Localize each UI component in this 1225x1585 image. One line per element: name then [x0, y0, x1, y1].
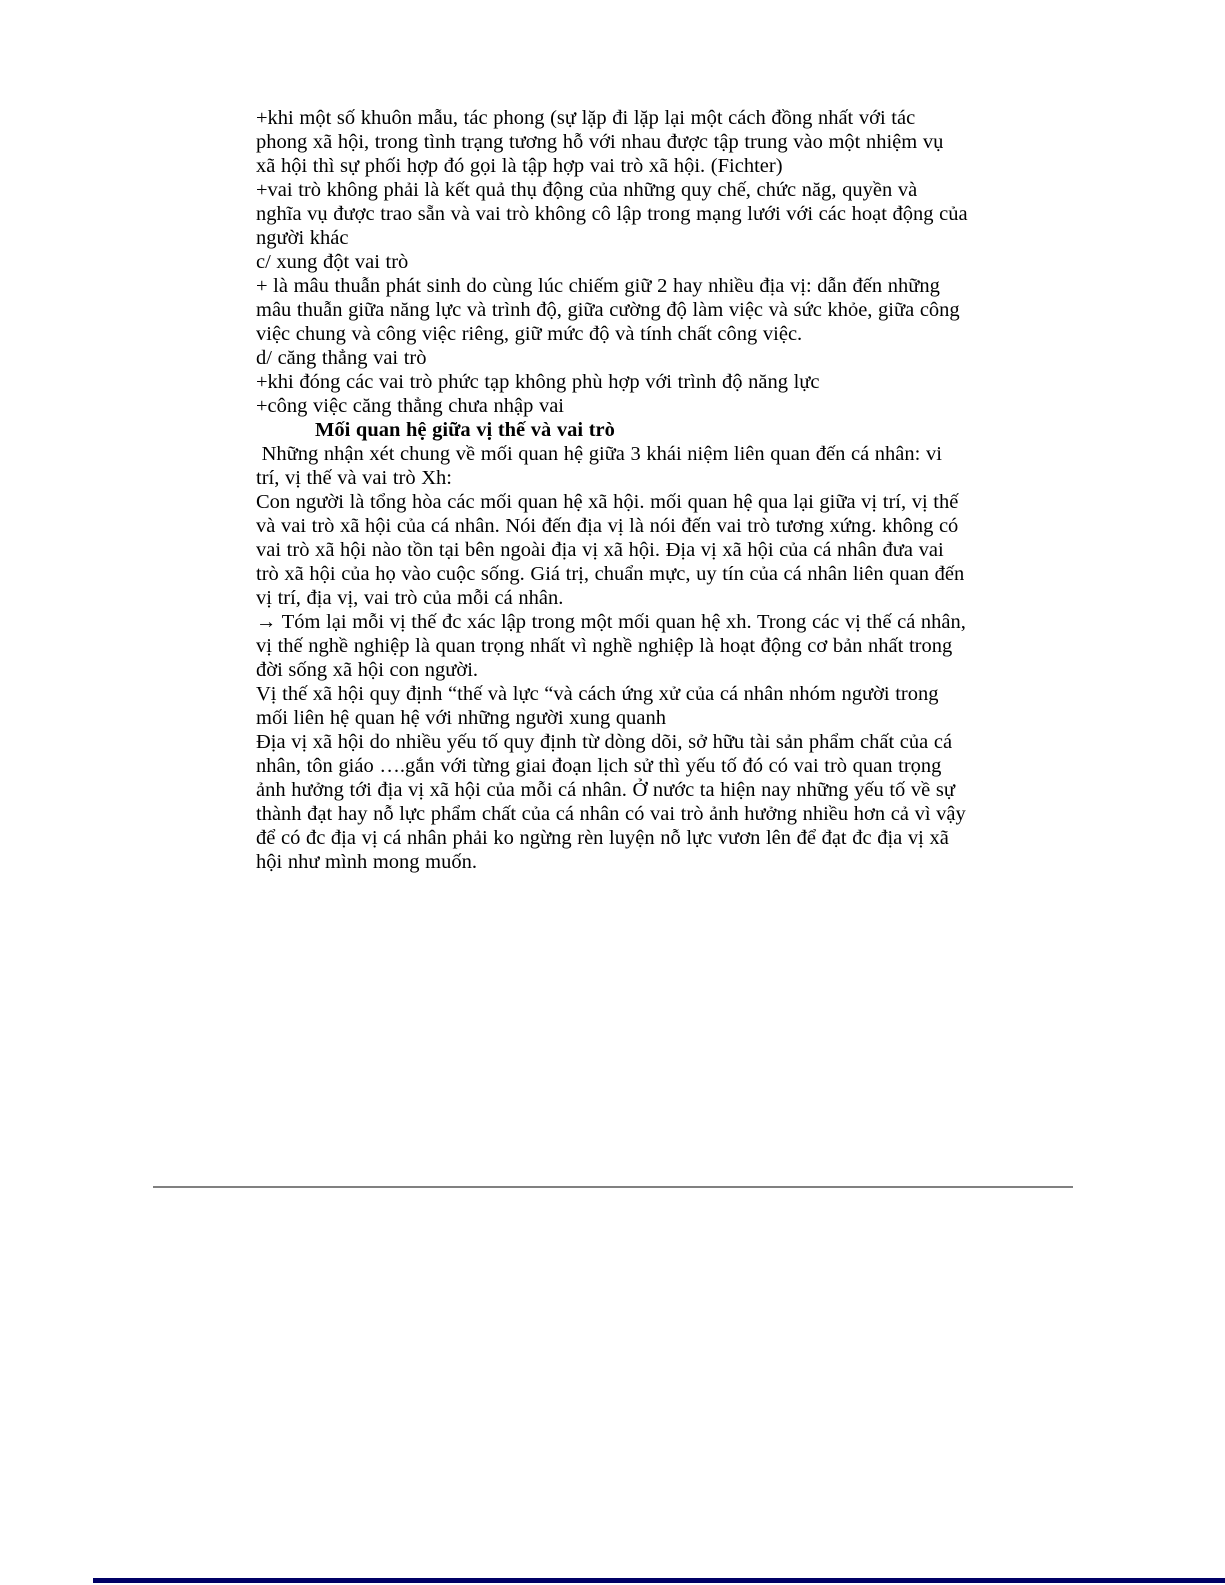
- paragraph: +khi một số khuôn mẫu, tác phong (sự lặp đi lặp lại một cách đồng nhất với tác phong xã hội, trong tình trạng tương hỗ với nhau được tập trung vào một nhiệm vụ xã hội thì sự phối hợp đó gọi là tập hợp vai trò xã hội. (Fichter): [256, 107, 949, 177]
- paragraph: +khi đóng các vai trò phức tạp không phù hợp với trình độ năng lực: [256, 371, 820, 393]
- horizontal-rule: [153, 1186, 1073, 1188]
- paragraph: Địa vị xã hội do nhiều yếu tố quy định từ dòng dõi, sở hữu tài sản phẩm chất của cá nhân, tôn giáo ….gắn với từng giai đoạn lịch sử thì yếu tố đó có vai trò quan trọng ảnh hưởng tới địa vị xã hội của mỗi cá nhân. Ở nước ta hiện nay những yếu tố về sự thành đạt hay nỗ lực phẩm chất của cá nhân có vai trò ảnh hưởng nhiều hơn cả vì vậy để có đc địa vị cá nhân phải ko ngừng rèn luyện nỗ lực vươn lên để đạt đc địa vị xã hội như mình mong muốn.: [256, 731, 972, 873]
- paragraph: Vị thế xã hội quy định “thế và lực “và cách ứng xử của cá nhân nhóm người trong mối liên hệ quan hệ với những người xung quanh: [256, 683, 945, 729]
- paragraph: → Tóm lại mỗi vị thế đc xác lập trong một mối quan hệ xh. Trong các vị thế cá nhân, vị thế nghề nghiệp là quan trọng nhất vì nghề nghiệp là hoạt động cơ bản nhất trong đời sống xã hội con người.: [256, 611, 972, 681]
- paragraph: Những nhận xét chung về mối quan hệ giữa 3 khái niệm liên quan đến cá nhân: vi trí, vị thế và vai trò Xh:: [256, 443, 948, 489]
- paragraph: c/ xung đột vai trò: [256, 251, 409, 273]
- paragraph: + là mâu thuẫn phát sinh do cùng lúc chiếm giữ 2 hay nhiều địa vị: dẫn đến những mâu thuẫn giữa năng lực và trình độ, giữa cường độ làm việc và sức khỏe, giữa công việc chung và công việc riêng, giữ mức độ và tính chất công việc.: [256, 275, 966, 345]
- section-heading: Mối quan hệ giữa vị thế và vai trò: [315, 419, 615, 441]
- paragraph: Con người là tổng hòa các mối quan hệ xã hội. mối quan hệ qua lại giữa vị trí, vị thế và vai trò xã hội của cá nhân. Nói đến địa vị là nói đến vai trò tương xứng. không có vai trò xã hội nào tồn tại bên ngoài địa vị xã hội. Địa vị xã hội của cá nhân đưa vai trò xã hội của họ vào cuộc sống. Giá trị, chuẩn mực, uy tín của cá nhân liên quan đến vị trí, địa vị, vai trò của mỗi cá nhân.: [256, 491, 970, 609]
- bottom-border-bar: [93, 1578, 1225, 1583]
- text-block: [256, 106, 974, 874]
- paragraph: +vai trò không phải là kết quả thụ động của những quy chế, chức năg, quyền và nghĩa vụ được trao sẵn và vai trò không cô lập trong mạng lưới với các hoạt động của người khác: [256, 179, 974, 249]
- paragraph: +công việc căng thẳng chưa nhập vai: [256, 395, 564, 417]
- paragraph: d/ căng thẳng vai trò: [256, 347, 427, 369]
